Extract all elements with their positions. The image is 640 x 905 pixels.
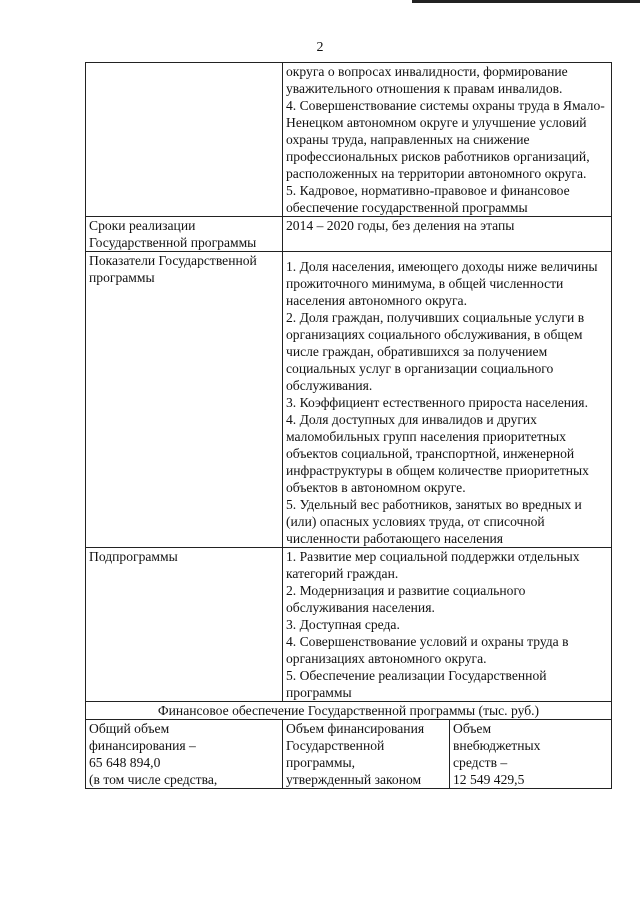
goal-item: округа о вопросах инвалидности, формирование уважительного отношения к правам инвалидов.	[286, 64, 568, 96]
finance-total-line: 65 648 894,0	[89, 755, 161, 770]
subprogram-item: 2. Модернизация и развитие социального обслуживания населения.	[286, 583, 526, 615]
finance-program-line: Объем финансирования	[286, 721, 425, 736]
passport-table	[85, 62, 612, 789]
finance-program-line: программы,	[286, 755, 356, 770]
finance-extrabudget-line: Объем	[453, 721, 492, 736]
indicators-value-cell	[283, 252, 612, 548]
subprograms-label: Подпрограммы	[86, 548, 283, 702]
indicator-item: 1. Доля населения, имеющего доходы ниже величины прожиточного минимума, в общей численности населения автономного округа.	[286, 259, 598, 308]
finance-total-line: финансирования –	[89, 738, 196, 753]
page-number: 2	[316, 40, 324, 55]
subprogram-item: 1. Развитие мер социальной поддержки отдельных категорий граждан.	[286, 549, 580, 581]
top-rule	[412, 0, 640, 3]
finance-extrabudget-line: 12 549 429,5	[453, 772, 525, 787]
indicator-item: 5. Удельный вес работников, занятых во вредных и (или) опасных условиях труда, от списочной численности работающего населения	[286, 497, 582, 546]
timing-value: 2014 – 2020 годы, без деления на этапы	[283, 217, 612, 252]
indicator-item: 3. Коэффициент естественного прироста населения.	[286, 395, 588, 410]
goals-label-cell	[86, 63, 283, 217]
subprogram-item: 4. Совершенствование условий и охраны труда в организациях автономного округа.	[286, 634, 569, 666]
finance-program-line: Государственной	[286, 738, 385, 753]
finance-values-row	[86, 720, 612, 789]
indicator-item: 2. Доля граждан, получивших социальные услуги в организациях социального обслуживания, в общем числе граждан, обратившихся за получением социальных услуг в организации социального обслуживания.	[286, 310, 585, 393]
goal-item: 4. Совершенствование системы охраны труда в Ямало-Ненецком автономном округе и улучшение условий охраны труда, направленных на снижение профессиональных рисков работников организаций, расположенных на территории автономного округа.	[286, 98, 605, 181]
indicators-label: Показатели Государственной программы	[86, 252, 283, 548]
finance-title: Финансовое обеспечение Государственной программы (тыс. руб.)	[86, 702, 612, 720]
finance-values-cell	[86, 720, 612, 789]
finance-total-cell	[86, 720, 282, 788]
timing-row	[86, 217, 612, 252]
finance-title-row	[86, 702, 612, 720]
finance-program-cell	[282, 720, 449, 788]
subprogram-item: 5. Обеспечение реализации Государственной программы	[286, 668, 547, 700]
subprograms-row	[86, 548, 612, 702]
goals-row	[86, 63, 612, 217]
indicator-item: 4. Доля доступных для инвалидов и других маломобильных групп населения приоритетных объектов социальной, транспортной, инженерной инфраструктуры в общем количестве приоритетных объектов в автономном округе.	[286, 412, 589, 495]
finance-extrabudget-line: средств –	[453, 755, 508, 770]
finance-program-line: утвержденный законом	[286, 772, 422, 787]
timing-label: Сроки реализации Государственной программы	[86, 217, 283, 252]
indicators-row	[86, 252, 612, 548]
subprograms-value-cell	[283, 548, 612, 702]
goals-value-cell	[283, 63, 612, 217]
goal-item: 5. Кадровое, нормативно-правовое и финансовое обеспечение государственной программы	[286, 183, 570, 215]
finance-total-line: Общий объем	[89, 721, 170, 736]
finance-extrabudget-cell	[449, 720, 611, 788]
finance-total-line: (в том числе средства,	[89, 772, 218, 787]
subprogram-item: 3. Доступная среда.	[286, 617, 400, 632]
finance-extrabudget-line: внебюджетных	[453, 738, 541, 753]
